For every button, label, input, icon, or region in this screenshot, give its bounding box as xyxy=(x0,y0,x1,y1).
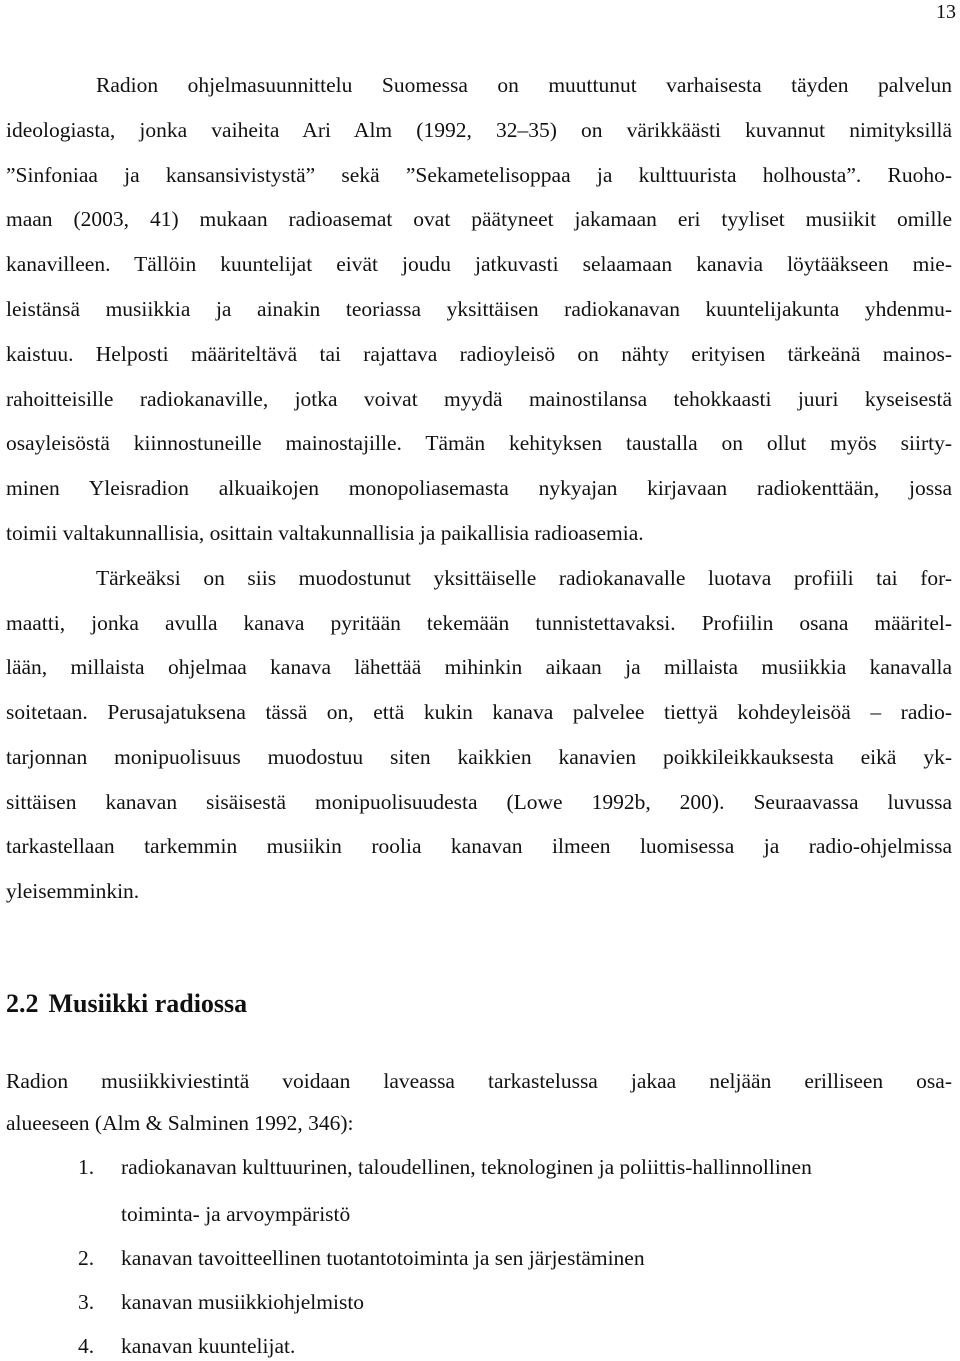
paragraph-2-line: tarjonnan monipuolisuus muodostuu siten kaikkien kanavien poikkileikkauksesta eikä yk- xyxy=(6,745,952,769)
paragraph-1-line: kaistuu. Helposti määriteltävä tai rajattava radioyleisö on nähty erityisen tärkeänä mainos- xyxy=(6,342,952,366)
paragraph-2-line: sittäisen kanavan sisäisestä monipuolisuudesta (Lowe 1992b, 200). Seuraavassa luvussa xyxy=(6,790,952,814)
paragraph-2-line: maatti, jonka avulla kanava pyritään tekemään tunnistettavaksi. Profiilin osana määritel- xyxy=(6,611,952,635)
paragraph-3-line: alueeseen (Alm & Salminen 1992, 346): xyxy=(6,1111,354,1135)
list-item-line: radiokanavan kulttuurinen, taloudellinen, teknologinen ja poliittis-hallinnollinen xyxy=(121,1155,812,1179)
list-item-line: kanavan tavoitteellinen tuotantotoiminta ja sen järjestäminen xyxy=(121,1246,645,1270)
paragraph-1-line: kanavilleen. Tällöin kuuntelijat eivät joudu jatkuvasti selaamaan kanavia löytääkseen mie- xyxy=(6,252,952,276)
page-number: 13 xyxy=(936,1,956,23)
paragraph-1-line: ideologiasta, jonka vaiheita Ari Alm (1992, 32–35) on värikkäästi kuvannut nimityksillä xyxy=(6,118,952,142)
list-marker: 1. xyxy=(78,1155,95,1179)
paragraph-1-line: leistänsä musiikkia ja ainakin teoriassa yksittäisen radiokanavan kuuntelijakunta yhdenmu- xyxy=(6,297,952,321)
list-item-line: toiminta- ja arvoympäristö xyxy=(121,1202,351,1226)
paragraph-3-line: Radion musiikkiviestintä voidaan laveassa tarkastelussa jakaa neljään erilliseen osa- xyxy=(6,1069,952,1093)
list-marker: 2. xyxy=(78,1246,95,1270)
paragraph-2-line: lään, millaista ohjelmaa kanava lähettää mihinkin aikaan ja millaista musiikkia kanavalla xyxy=(6,655,952,679)
list-item-line: kanavan musiikkiohjelmisto xyxy=(121,1290,365,1314)
paragraph-1-line: ”Sinfoniaa ja kansansivistystä” sekä ”Sekametelisoppaa ja kulttuurista holhousta”. Ruoho- xyxy=(6,163,952,187)
paragraph-2-line: yleisemminkin. xyxy=(6,879,140,903)
paragraph-1-line: maan (2003, 41) mukaan radioasemat ovat päätyneet jakamaan eri tyyliset musiikit omille xyxy=(6,207,952,231)
paragraph-1-line: toimii valtakunnallisia, osittain valtakunnallisia ja paikallisia radioasemia. xyxy=(6,521,644,545)
paragraph-2-line: soitetaan. Perusajatuksena tässä on, että kukin kanava palvelee tiettyä kohdeyleisöä – radio- xyxy=(6,700,952,724)
paragraph-2-line: tarkastellaan tarkemmin musiikin roolia kanavan ilmeen luomisessa ja radio-ohjelmissa xyxy=(6,834,952,858)
section-number: 2.2 xyxy=(6,989,39,1018)
paragraph-1-line: osayleisöstä kiinnostuneille mainostajille. Tämän kehityksen taustalla on ollut myös siirty- xyxy=(6,431,952,455)
paragraph-2-line: Tärkeäksi on siis muodostunut yksittäiselle radiokanavalle luotava profiili tai for- xyxy=(96,566,952,590)
paragraph-1-line: Radion ohjelmasuunnittelu Suomessa on muuttunut varhaisesta täyden palvelun xyxy=(96,73,952,97)
list-marker: 3. xyxy=(78,1290,95,1314)
list-item-line: kanavan kuuntelijat. xyxy=(121,1334,296,1358)
list-marker: 4. xyxy=(78,1334,95,1358)
paragraph-1-line: rahoitteisille radiokanaville, jotka voivat myydä mainostilansa tehokkaasti juuri kyseisestä xyxy=(6,387,952,411)
section-title: Musiikki radiossa xyxy=(48,989,248,1018)
paragraph-1-line: minen Yleisradion alkuaikojen monopoliasemasta nykyajan kirjavaan radiokenttään, jossa xyxy=(6,476,952,500)
section-heading xyxy=(6,988,247,1020)
